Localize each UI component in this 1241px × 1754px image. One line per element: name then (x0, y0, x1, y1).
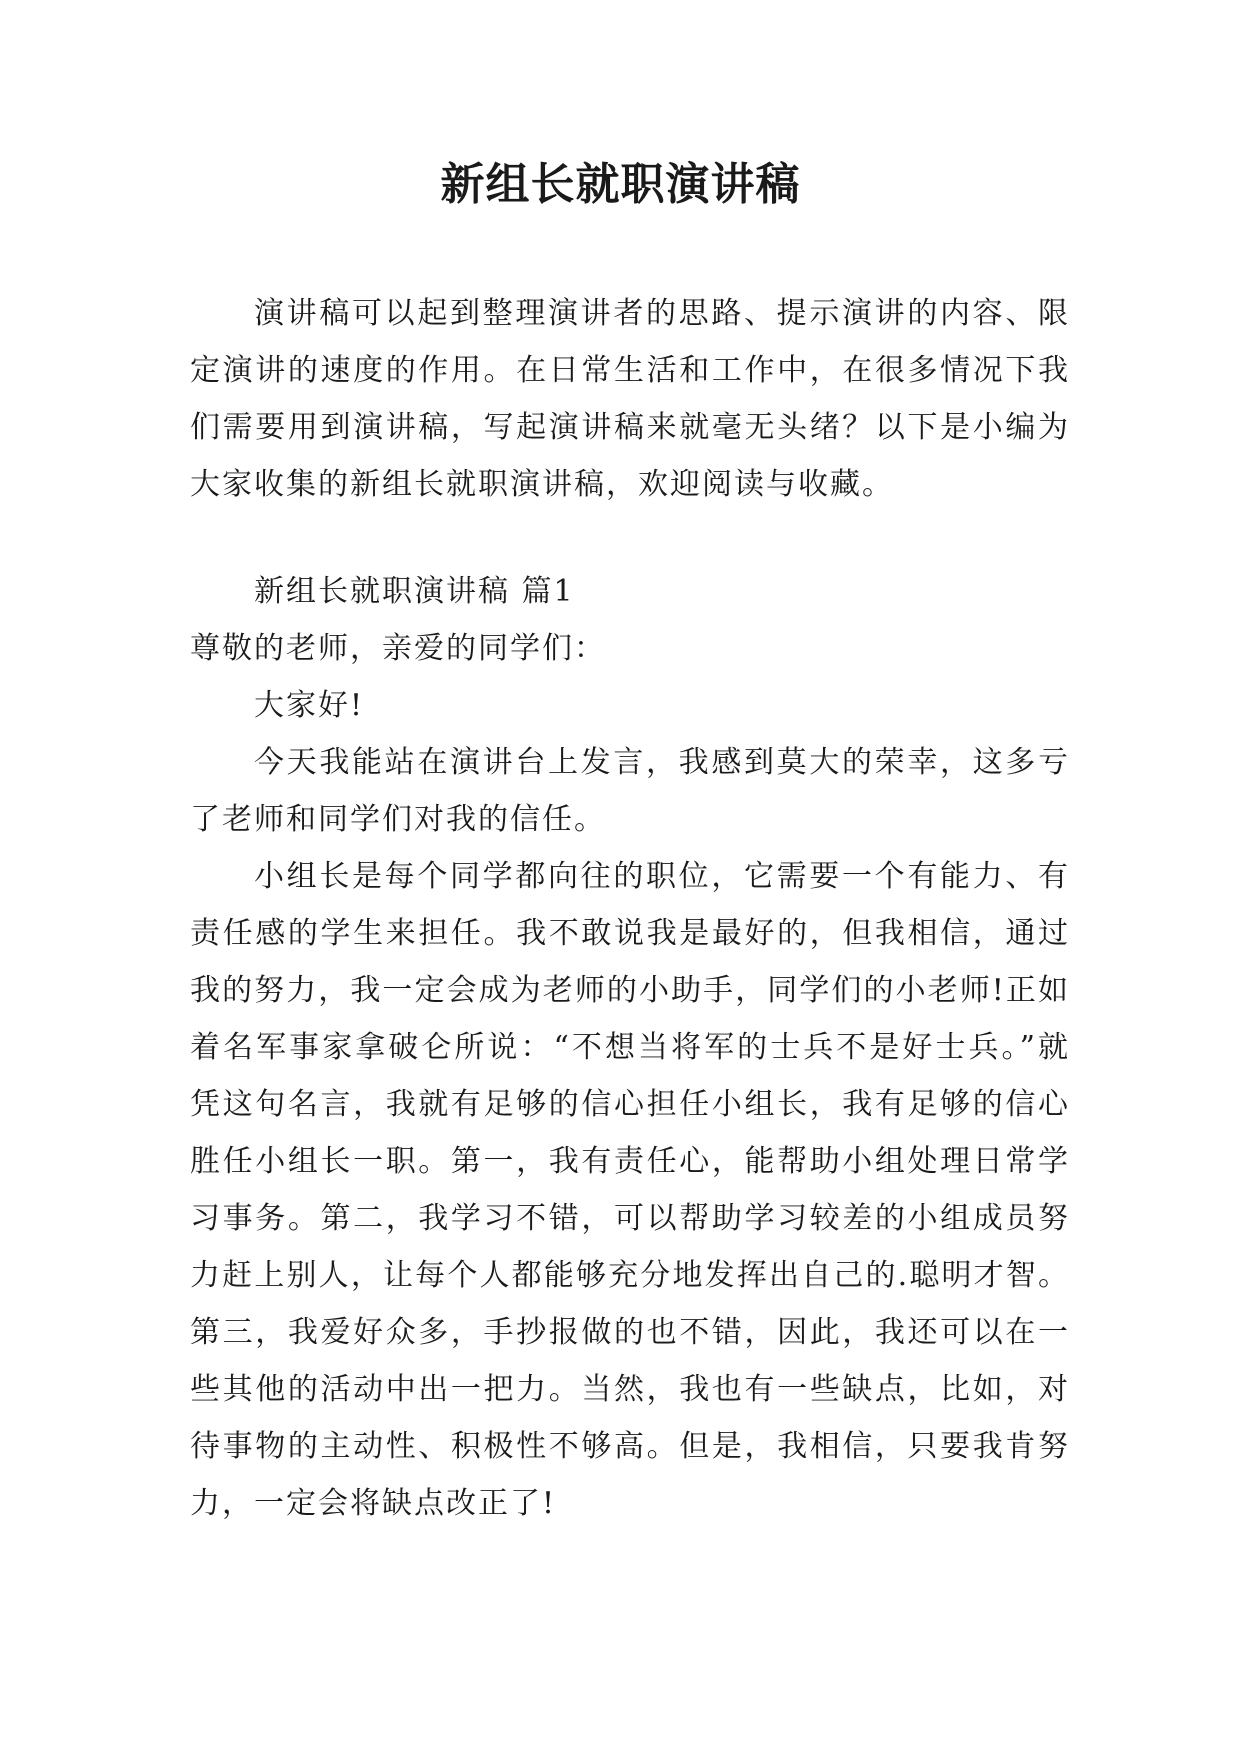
salutation: 尊敬的老师，亲爱的同学们： (190, 631, 606, 666)
body-paragraph-2: 小组长是每个同学都向往的职位，它需要一个有能力、有责任感的学生来担任。我不敢说我是最好的，但我相信，通过我的努力，我一定会成为老师的小助手，同学们的小老师!正如着名军事家拿破仑所说：“不想当将军的士兵不是好士兵。”就凭这句名言，我就有足够的信心担任小组长，我有足够的信心胜任小组长一职。第一，我有责任心，能帮助小组处理日常学习事务。第二，我学习不错，可以帮助学习较差的小组成员努力赶上别人，让每个人都能够充分地发挥出自己的.聪明才智。第三，我爱好众多，手抄报做的也不错，因此，我还可以在一些其他的活动中出一把力。当然，我也有一些缺点，比如，对待事物的主动性、积极性不够高。但是，我相信，只要我肯努力，一定会将缺点改正了! (190, 859, 1070, 1521)
document-body (190, 285, 1070, 1532)
document-title: 新组长就职演讲稿 (440, 159, 801, 210)
section-heading: 新组长就职演讲稿 篇1 (254, 574, 575, 609)
body-paragraph-1: 今天我能站在演讲台上发言，我感到莫大的荣幸，这多亏了老师和同学们对我的信任。 (190, 745, 1070, 837)
intro-paragraph: 演讲稿可以起到整理演讲者的思路、提示演讲的内容、限定演讲的速度的作用。在日常生活和工作中，在很多情况下我们需要用到演讲稿，写起演讲稿来就毫无头绪？以下是小编为大家收集的新组长就职演讲稿，欢迎阅读与收藏。 (190, 296, 1070, 502)
greeting: 大家好! (254, 688, 365, 723)
